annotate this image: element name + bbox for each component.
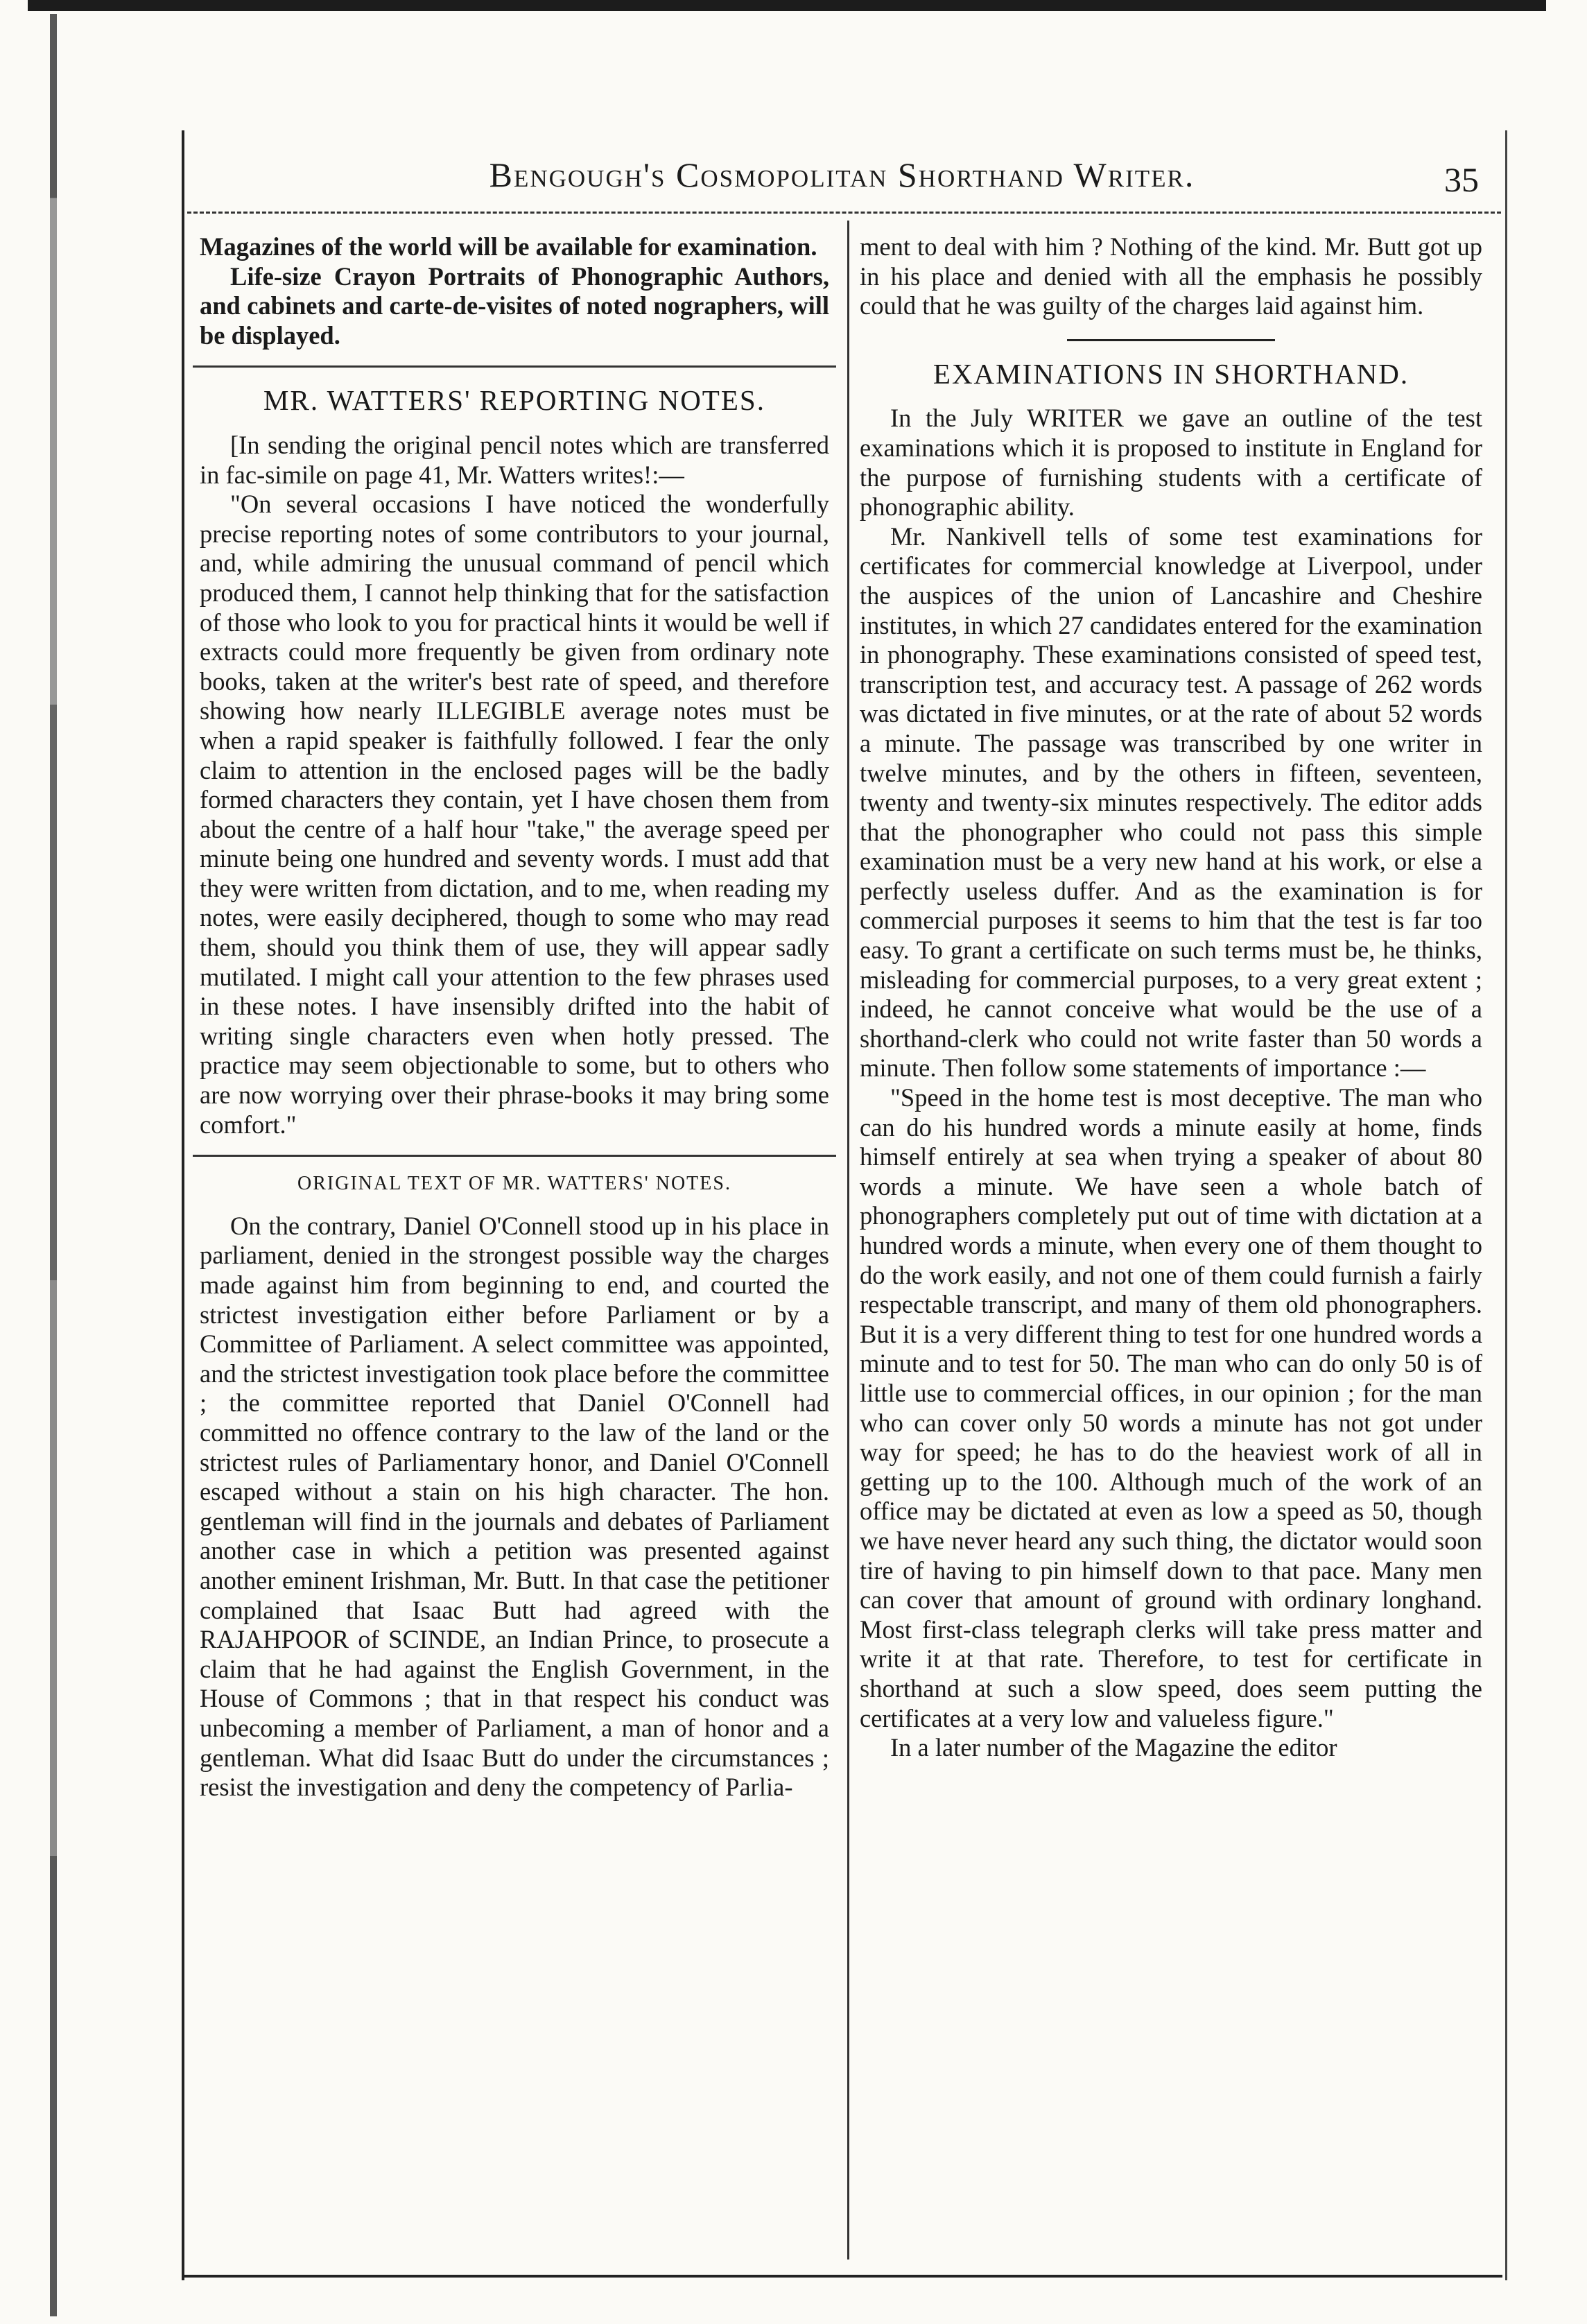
right-column (860, 232, 1482, 1763)
page-number: 35 (1444, 160, 1479, 199)
binding-edge-mark (50, 14, 57, 2316)
article-paragraph: [In sending the original pencil notes which are transferred in fac-simile on page 41, Mr. Watters writes!:— (200, 430, 829, 489)
subheading-original-text: ORIGINAL TEXT OF MR. WATTERS' NOTES. (297, 1173, 731, 1195)
running-head (182, 147, 1502, 203)
intro-paragraph: Magazines of the world will be available for examination. (200, 232, 817, 261)
article-paragraph: In a later number of the Magazine the editor (890, 1733, 1337, 1762)
article-title-examinations: EXAMINATIONS IN SHORTHAND. (933, 357, 1410, 390)
section-rule (1067, 339, 1275, 341)
section-rule (193, 365, 836, 368)
continued-paragraph: ment to deal with him ? Nothing of the kind. Mr. Butt got up in his place and denied with all the emphasis he possibly could that he was guilty of the charges laid against him. (860, 232, 1482, 320)
article-paragraph: In the July WRITER we gave an outline of the test examinations which it is proposed to institute in England for the purpose of furnishing students with a certificate of phonographic ability. (860, 404, 1482, 522)
column-divider (847, 221, 849, 2260)
page-title: Bengough's Cosmopolitan Shorthand Writer. (489, 155, 1195, 194)
header-rule (187, 212, 1501, 214)
article-paragraph: "Speed in the home test is most deceptive. The man who can do his hundred words a minute easily at home, finds himself entirely at sea when trying a speaker of about 80 words a minute. We have seen a whole batch of phonographers completely put out of time with dictation at a hundred words a minute, when every one of them thought to do the work easily, and not one of them could furnish a fairly respectable transcript, and many of them old phonographers. But it is a very different thing to test for one hundred words a minute and to test for 50. The man who can do only 50 is of little use to commercial offices, in our opinion ; for the man who can cover only 50 words a minute has not got under way for speed; he has to do the heaviest work of all in getting up to the 100. Although much of the work of an office may be dictated at even as low a speed as 50, though we have never heard any such thing, the dictator would soon tire of having to pin himself down to that pace. Many men can cover that amount of ground with ordinary longhand. Most first-class telegraph clerks will take press matter and write it at that rate. Therefore, to test for certificate in shorthand at such a slow speed, does seem putting the certificates at a very low and valueless figure." (860, 1083, 1482, 1732)
article-paragraph: Mr. Nankivell tells of some test examinations for certificates for commercial knowledge at Liverpool, under the auspices of the union of Lancashire and Cheshire institutes, in which 27 candidates entered for the examination in phonography. These examinations consisted of speed test, transcription test, and accuracy test. A passage of 262 words was dictated in five minutes, or at the rate of about 52 words a minute. The passage was transcribed by one writer in twelve minutes, and by the others in fifteen, seventeen, twenty and twenty-six minutes respectively. The editor adds that the phonographer who could not pass this simple examination must be a very new hand at his work, or else a perfectly useless duffer. And as the examination is for commercial purposes it seems to him that the test is far too easy. To grant a certificate on such terms must be, he thinks, misleading for commercial purposes, to a very great extent ; indeed, he cannot conceive what would be the use of a shorthand-clerk who could not write faster than 50 words a minute. Then follow some statements of importance :— (860, 522, 1482, 1083)
bottom-border-rule (182, 2275, 1502, 2278)
left-column (200, 232, 829, 1802)
notes-paragraph: On the contrary, Daniel O'Connell stood up in his place in parliament, denied in the strongest possible way the charges made against him from beginning to end, and courted the strictest investigation either before Parliament or by a Committee of Parliament. A select committee was appointed, and the strictest investigation took place before the committee ; the committee reported that Daniel O'Connell had committed no offence contrary to the law of the land or the strictest rules of Parliamentary honor, and Daniel O'Connell escaped without a stain on his high character. The hon. gentleman will find in the journals and debates of Parliament another case in which a petition was presented against another eminent Irishman, Mr. Butt. In that case the petitioner complained that Isaac Butt had agreed with the RAJAHPOOR of SCINDE, an Indian Prince, to prosecute a claim that he had against the English Government, in the House of Commons ; that in that respect his conduct was unbecoming a member of Parliament, a man of honor and a gentleman. What did Isaac Butt do under the circumstances ; resist the investigation and deny the competency of Parlia- (200, 1211, 829, 1802)
top-border-rule (28, 0, 1546, 11)
intro-paragraph: Life-size Crayon Portraits of Phonographic Authors, and cabinets and carte-de-visites of noted nographers, will be displayed. (200, 261, 829, 350)
section-rule (193, 1155, 836, 1157)
article-paragraph: "On several occasions I have noticed the wonderfully precise reporting notes of some contributors to your journal, and, while admiring the unusual command of pencil which produced them, I cannot help thinking that for the satisfaction of those who look to you for practical hints it would be well if extracts could more frequently be given from ordinary note books, taken at the writer's best rate of speed, and therefore showing how nearly ILLEGIBLE average notes must be when a rapid speaker is faithfully followed. I fear the only claim to attention in the enclosed pages will be the badly formed characters they contain, yet I have chosen them from about the centre of a half hour "take," the average speed per minute being one hundred and seventy words. I must add that they were written from dictation, and to me, when reading my notes, were easily deciphered, though to some who may read them, should you think them of use, they will appear sadly mutilated. I might call your attention to the few phrases used in these notes. I have insensibly drifted into the habit of writing single characters even when hotly pressed. The practice may seem objectionable to some, but to others who are now worrying over their phrase-books it may bring some comfort." (200, 490, 829, 1139)
article-title-watters: MR. WATTERS' REPORTING NOTES. (263, 384, 765, 417)
